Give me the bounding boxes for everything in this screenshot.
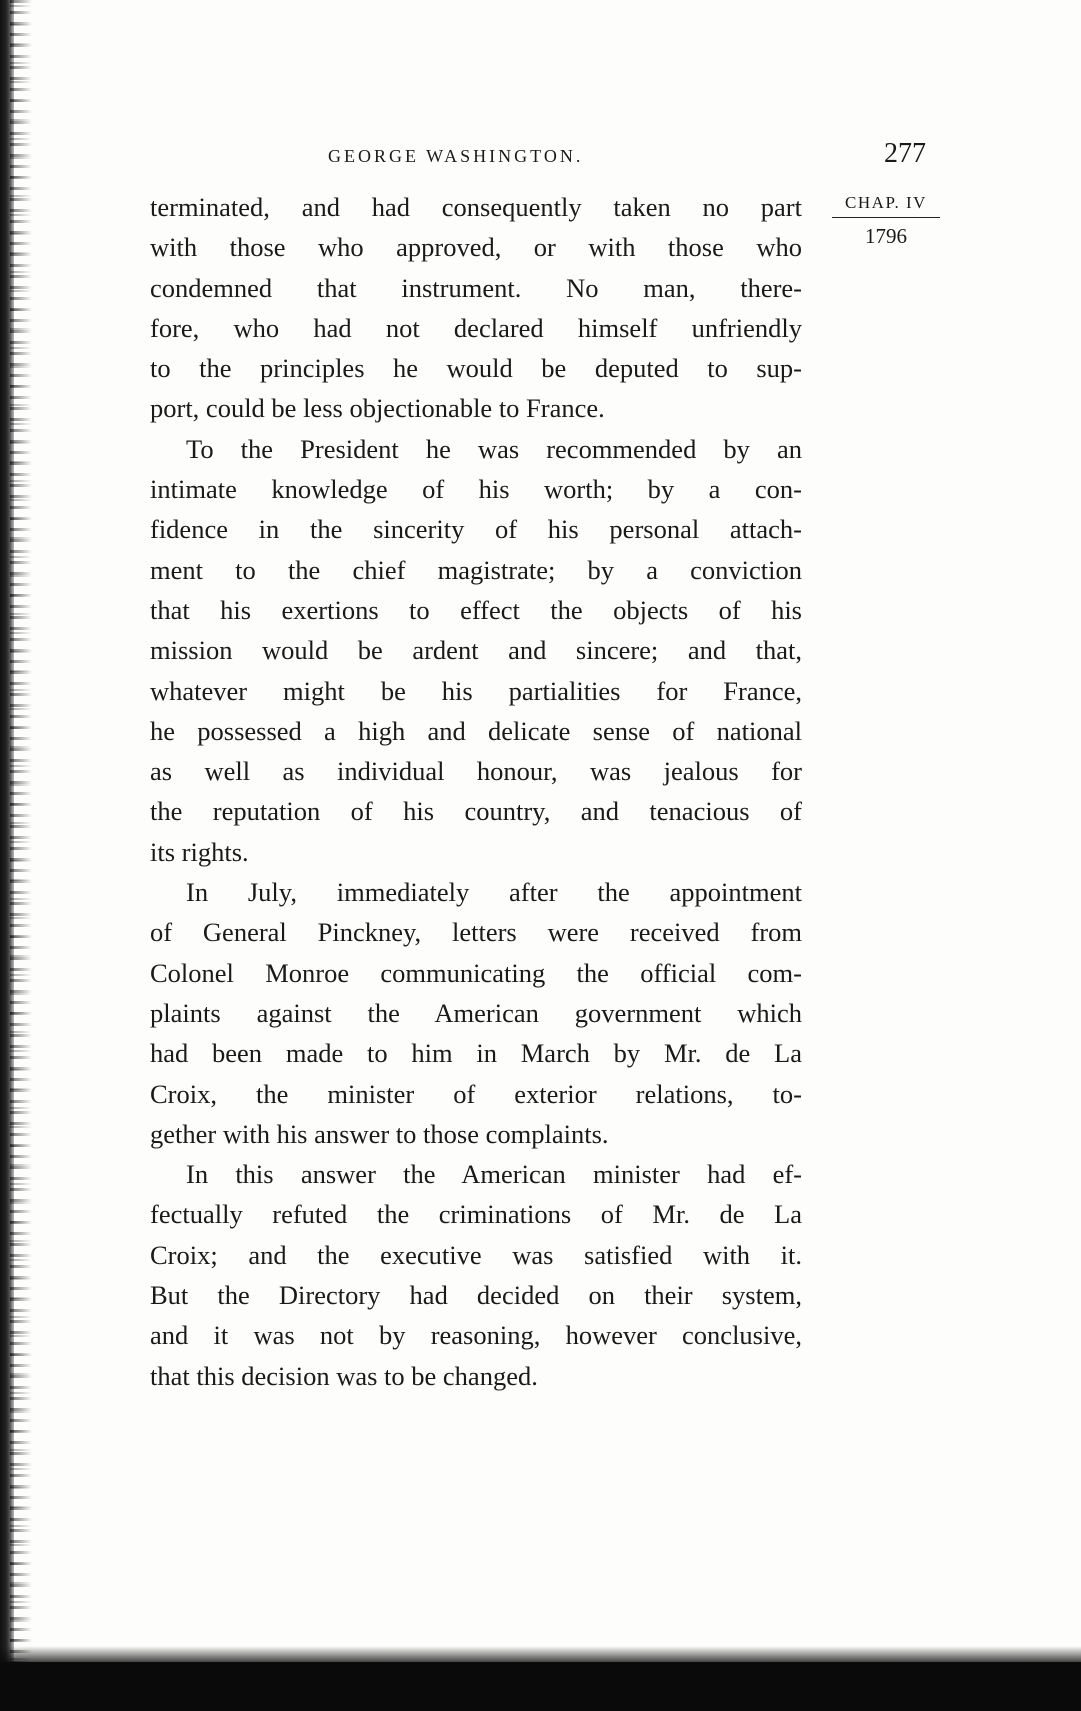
text-line: that his exertions to effect the objects of his bbox=[150, 594, 802, 625]
text-line: In July, immediately after the appointment bbox=[186, 877, 802, 908]
text-line: gether with his answer to those complaints. bbox=[150, 1118, 609, 1149]
text-line: that this decision was to be changed. bbox=[150, 1360, 538, 1391]
text-line: of General Pinckney, letters were received from bbox=[150, 917, 802, 948]
text-line: the reputation of his country, and tenacious of bbox=[150, 796, 802, 827]
margin-chapter: CHAP. IV bbox=[832, 193, 940, 218]
paragraph-3 bbox=[150, 872, 802, 1154]
paragraph-4 bbox=[150, 1154, 802, 1396]
text-line: Croix; and the executive was satisfied with it. bbox=[150, 1239, 802, 1270]
text-line: terminated, and had consequently taken no part bbox=[150, 192, 802, 222]
text-line: fore, who had not declared himself unfriendly bbox=[150, 312, 802, 343]
text-line: and it was not by reasoning, however conclusive, bbox=[150, 1320, 802, 1351]
text-line: with those who approved, or with those who bbox=[150, 232, 802, 263]
running-head-title: GEORGE WASHINGTON. bbox=[328, 146, 584, 166]
text-line: port, could be less objectionable to France. bbox=[150, 393, 605, 424]
paragraph-1 bbox=[150, 187, 802, 429]
scan-binding-speckle bbox=[10, 0, 32, 1711]
text-line: To the President he was recommended by an bbox=[186, 433, 802, 464]
scan-bottom-edge bbox=[0, 1662, 1081, 1711]
text-line: fidence in the sincerity of his personal attach- bbox=[150, 514, 802, 545]
text-line: In this answer the American minister had ef- bbox=[186, 1159, 802, 1190]
text-line: to the principles he would be deputed to sup- bbox=[150, 353, 802, 384]
paragraph-2 bbox=[150, 429, 802, 872]
text-line: whatever might be his partialities for France, bbox=[150, 675, 802, 706]
text-line: as well as individual honour, was jealous for bbox=[150, 756, 802, 787]
text-line: its rights. bbox=[150, 836, 249, 867]
text-line: ment to the chief magistrate; by a conviction bbox=[150, 554, 802, 585]
text-line: fectually refuted the criminations of Mr. de La bbox=[150, 1199, 802, 1230]
margin-year: 1796 bbox=[865, 224, 907, 248]
text-line: intimate knowledge of his worth; by a con- bbox=[150, 474, 802, 505]
page-number: 277 bbox=[884, 138, 926, 169]
text-line: Colonel Monroe communicating the official com- bbox=[150, 957, 802, 988]
text-line: plaints against the American government which bbox=[150, 997, 802, 1028]
text-line: But the Directory had decided on their system, bbox=[150, 1280, 802, 1311]
margin-note bbox=[832, 193, 940, 249]
text-line: had been made to him in March by Mr. de La bbox=[150, 1038, 802, 1069]
text-line: he possessed a high and delicate sense of national bbox=[150, 715, 802, 746]
text-line: Croix, the minister of exterior relations, to- bbox=[150, 1078, 802, 1109]
body-text bbox=[150, 187, 802, 1396]
text-line: condemned that instrument. No man, there- bbox=[150, 272, 802, 303]
text-line: mission would be ardent and sincere; and that, bbox=[150, 635, 802, 666]
